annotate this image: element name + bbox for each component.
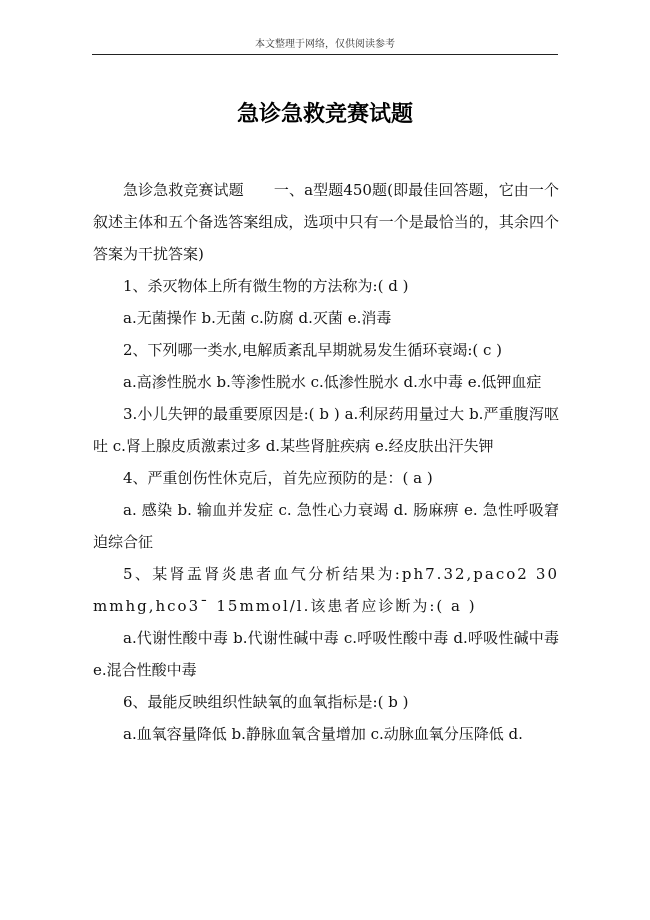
intro-paragraph: 急诊急救竞赛试题 一、a型题450题(即最佳回答题，它由一个叙述主体和五个备选答案组成，选项中只有一个是最恰当的，其余四个答案为干扰答案) bbox=[93, 181, 559, 263]
question-1-options: a.无菌操作 b.无菌 c.防腐 d.灭菌 e.消毒 bbox=[123, 309, 392, 327]
question-2: 2、下列哪一类水,电解质紊乱早期就易发生循环衰竭:( c ) bbox=[123, 341, 503, 359]
question-4: 4、严重创伤性休克后，首先应预防的是：( a ) bbox=[123, 469, 433, 487]
header-note: 本文整理于网络，仅供阅读参考 bbox=[255, 39, 395, 50]
page-header bbox=[92, 38, 558, 55]
question-5: 5、某肾盂肾炎患者血气分析结果为:ph7.32,paco2 30mmhg,hco3¯ 15mmol/l.该患者应诊断为:( a ) bbox=[93, 565, 559, 615]
document-title: 急诊急救竞赛试题 bbox=[236, 102, 413, 127]
question-6: 6、最能反映组织性缺氧的血氧指标是:( b ) bbox=[123, 693, 409, 711]
question-6-options: a.血氧容量降低 b.静脉血氧含量增加 c.动脉血氧分压降低 d. bbox=[123, 725, 523, 743]
question-5-options: a.代谢性酸中毒 b.代谢性碱中毒 c.呼吸性酸中毒 d.呼吸性碱中毒 e.混合性酸中毒 bbox=[93, 629, 559, 679]
question-4-options: a. 感染 b. 输血并发症 c. 急性心力衰竭 d. 肠麻痹 e. 急性呼吸窘迫综合征 bbox=[93, 501, 559, 551]
question-1: 1、杀灭物体上所有微生物的方法称为:( d ) bbox=[123, 277, 409, 295]
question-2-options: a.高渗性脱水 b.等渗性脱水 c.低渗性脱水 d.水中毒 e.低钾血症 bbox=[123, 373, 542, 391]
document-body bbox=[93, 174, 559, 750]
question-3: 3.小儿失钾的最重要原因是:( b ) a.利尿药用量过大 b.严重腹泻呕吐 c.肾上腺皮质激素过多 d.某些肾脏疾病 e.经皮肤出汗失钾 bbox=[93, 405, 559, 455]
